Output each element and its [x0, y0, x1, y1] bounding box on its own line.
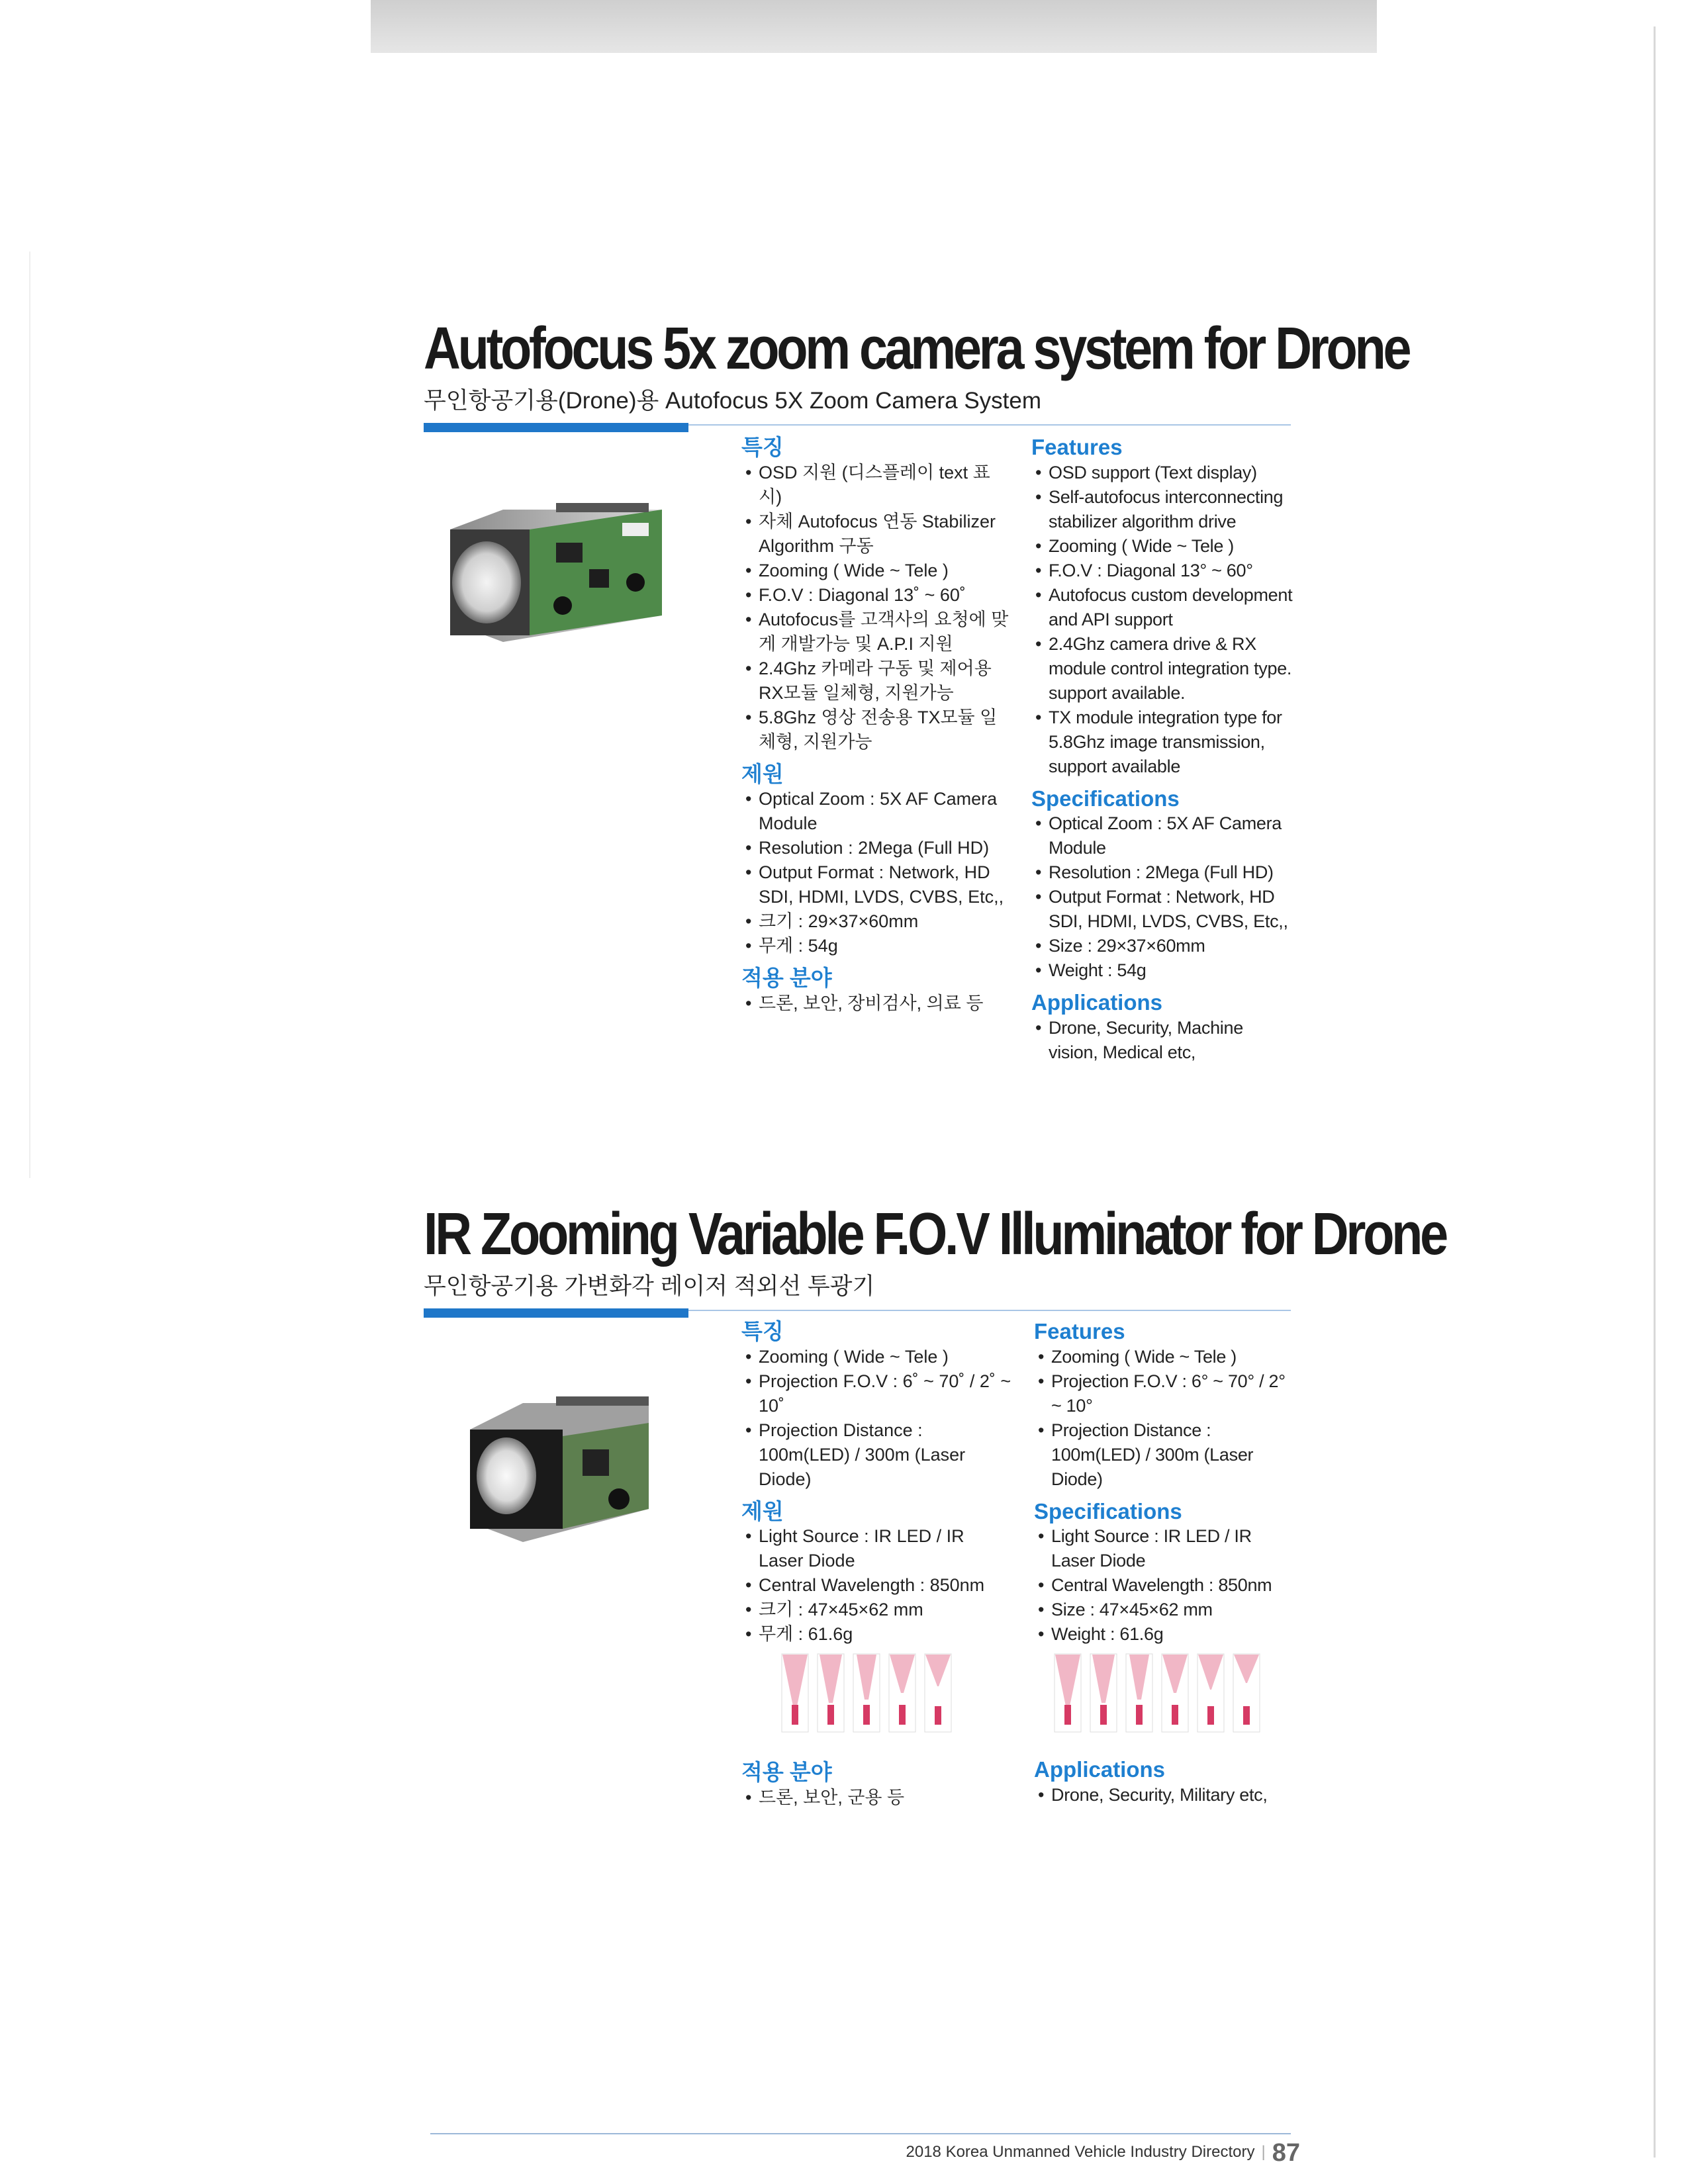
- list-item: • Light Source : IR LED / IR Laser Diode: [741, 1524, 1013, 1573]
- list-item: • Central Wavelength : 850nm: [1034, 1573, 1299, 1598]
- beam-pattern-icon: [1197, 1653, 1225, 1733]
- title-rule: [424, 421, 1291, 432]
- features-heading-en: Features: [1034, 1319, 1125, 1343]
- list-item: • 자체 Autofocus 연동 Stabilizer Algorithm 구동: [741, 510, 1013, 559]
- footer-text: 2018 Korea Unmanned Vehicle Industry Directory: [906, 2143, 1255, 2161]
- list-item: • 크기 : 29×37×60mm: [741, 909, 1013, 934]
- page-edge: [1654, 26, 1656, 2158]
- list-item: • Zooming ( Wide ~ Tele ): [1034, 1345, 1299, 1369]
- list-item: • Zooming ( Wide ~ Tele ): [741, 1345, 1013, 1369]
- features-list-en: [1031, 461, 1296, 779]
- list-item: • Light Source : IR LED / IR Laser Diode: [1034, 1524, 1299, 1573]
- apps-list-ko: [741, 991, 1013, 1016]
- list-item: • Self-autofocus interconnecting stabilizer algorithm drive: [1031, 485, 1296, 534]
- beam-pattern-row-en: [1054, 1653, 1299, 1733]
- apps-heading-ko: 적용 분야: [741, 1760, 832, 1785]
- specs-heading-ko: 제원: [741, 761, 784, 786]
- korean-column: [741, 434, 1013, 1023]
- list-item: • Drone, Security, Machine vision, Medical etc,: [1031, 1016, 1296, 1065]
- product-subtitle: 무인항공기용 가변화각 레이저 적외선 투광기: [424, 1273, 875, 1299]
- list-item: • Size : 29×37×60mm: [1031, 934, 1296, 958]
- features-list-ko: [741, 461, 1013, 754]
- list-item: • 드론, 보안, 군용 등: [741, 1786, 1013, 1810]
- list-item: • Autofocus custom development and API support: [1031, 583, 1296, 632]
- beam-pattern-icon: [1054, 1653, 1082, 1733]
- camera-module-photo: [424, 483, 688, 655]
- english-column: [1034, 1318, 1299, 1814]
- apps-list-ko: [741, 1786, 1013, 1810]
- specs-list-ko: [741, 787, 1013, 958]
- apps-list-en: [1034, 1783, 1299, 1807]
- beam-pattern-icon: [1161, 1653, 1189, 1733]
- list-item: • Projection F.O.V : 6° ~ 70° / 2° ~ 10°: [1034, 1369, 1299, 1418]
- beam-pattern-icon: [1233, 1653, 1260, 1733]
- illuminator-module-photo: [450, 1377, 675, 1549]
- features-heading-en: Features: [1031, 435, 1123, 459]
- apps-heading-en: Applications: [1031, 990, 1163, 1015]
- list-item: • Weight : 61.6g: [1034, 1622, 1299, 1647]
- list-item: • 드론, 보안, 장비검사, 의료 등: [741, 991, 1013, 1016]
- beam-pattern-icon: [853, 1653, 880, 1733]
- apps-heading-en: Applications: [1034, 1757, 1166, 1782]
- list-item: • Resolution : 2Mega (Full HD): [741, 836, 1013, 860]
- product-section-illuminator: [424, 1201, 1446, 1317]
- product-subtitle: 무인항공기용(Drone)용 Autofocus 5X Zoom Camera System: [424, 388, 1042, 414]
- list-item: • Projection Distance : 100m(LED) / 300m (Laser Diode): [1034, 1418, 1299, 1492]
- list-item: • Zooming ( Wide ~ Tele ): [1031, 534, 1296, 559]
- apps-list-en: [1031, 1016, 1296, 1065]
- list-item: • 무게 : 61.6g: [741, 1622, 1013, 1647]
- page-number: 87: [1272, 2139, 1300, 2167]
- scan-top-band: [371, 0, 1377, 53]
- list-item: • Optical Zoom : 5X AF Camera Module: [741, 787, 1013, 836]
- specs-heading-ko: 제원: [741, 1498, 784, 1524]
- beam-pattern-icon: [817, 1653, 845, 1733]
- beam-pattern-icon: [1125, 1653, 1153, 1733]
- list-item: • Size : 47×45×62 mm: [1034, 1598, 1299, 1622]
- list-item: • 2.4Ghz camera drive & RX module control integration type. support available.: [1031, 632, 1296, 705]
- korean-column: [741, 1318, 1013, 1817]
- list-item: • Optical Zoom : 5X AF Camera Module: [1031, 811, 1296, 860]
- apps-heading-ko: 적용 분야: [741, 966, 832, 991]
- list-item: • Autofocus를 고객사의 요청에 맞게 개발가능 및 A.P.I 지원: [741, 608, 1013, 657]
- list-item: • OSD support (Text display): [1031, 461, 1296, 485]
- specs-heading-en: Specifications: [1034, 1498, 1182, 1524]
- features-list-ko: [741, 1345, 1013, 1492]
- list-item: • Resolution : 2Mega (Full HD): [1031, 860, 1296, 885]
- beam-pattern-icon: [781, 1653, 809, 1733]
- page-edge-left: [29, 251, 30, 1178]
- page-footer: 2018 Korea Unmanned Vehicle Industry Directory | 87: [906, 2139, 1300, 2167]
- product-section-camera: [424, 316, 1409, 432]
- specs-list-ko: [741, 1524, 1013, 1647]
- beam-pattern-icon: [924, 1653, 952, 1733]
- list-item: • Zooming ( Wide ~ Tele ): [741, 559, 1013, 583]
- title-rule: [424, 1306, 1291, 1317]
- list-item: • 5.8Ghz 영상 전송용 TX모듈 일체형, 지원가능: [741, 705, 1013, 754]
- product-title: Autofocus 5x zoom camera system for Drone: [424, 316, 1409, 382]
- english-column: [1031, 434, 1296, 1071]
- beam-pattern-icon: [888, 1653, 916, 1733]
- list-item: • F.O.V : Diagonal 13° ~ 60°: [1031, 559, 1296, 583]
- specs-list-en: [1034, 1524, 1299, 1647]
- specs-list-en: [1031, 811, 1296, 983]
- list-item: • Drone, Security, Military etc,: [1034, 1783, 1299, 1807]
- list-item: • Projection Distance : 100m(LED) / 300m (Laser Diode): [741, 1418, 1013, 1492]
- list-item: • OSD 지원 (디스플레이 text 표시): [741, 461, 1013, 510]
- beam-pattern-icon: [1090, 1653, 1117, 1733]
- list-item: • Output Format : Network, HD SDI, HDMI, LVDS, CVBS, Etc,,: [1031, 885, 1296, 934]
- list-item: • Output Format : Network, HD SDI, HDMI, LVDS, CVBS, Etc,,: [741, 860, 1013, 909]
- list-item: • Projection F.O.V : 6˚ ~ 70˚ / 2˚ ~ 10˚: [741, 1369, 1013, 1418]
- beam-pattern-row-ko: [781, 1653, 1013, 1733]
- list-item: • F.O.V : Diagonal 13˚ ~ 60˚: [741, 583, 1013, 608]
- list-item: • TX module integration type for 5.8Ghz image transmission, support available: [1031, 705, 1296, 779]
- list-item: • 2.4Ghz 카메라 구동 및 제어용 RX모듈 일체형, 지원가능: [741, 657, 1013, 705]
- features-heading-ko: 특징: [741, 1319, 784, 1343]
- specs-heading-en: Specifications: [1031, 786, 1180, 811]
- features-list-en: [1034, 1345, 1299, 1492]
- list-item: • Central Wavelength : 850nm: [741, 1573, 1013, 1598]
- list-item: • 크기 : 47×45×62 mm: [741, 1598, 1013, 1622]
- features-heading-ko: 특징: [741, 435, 784, 459]
- footer-rule: [430, 2133, 1291, 2134]
- product-title: IR Zooming Variable F.O.V Illuminator for Drone: [424, 1201, 1446, 1267]
- list-item: • Weight : 54g: [1031, 958, 1296, 983]
- list-item: • 무게 : 54g: [741, 934, 1013, 958]
